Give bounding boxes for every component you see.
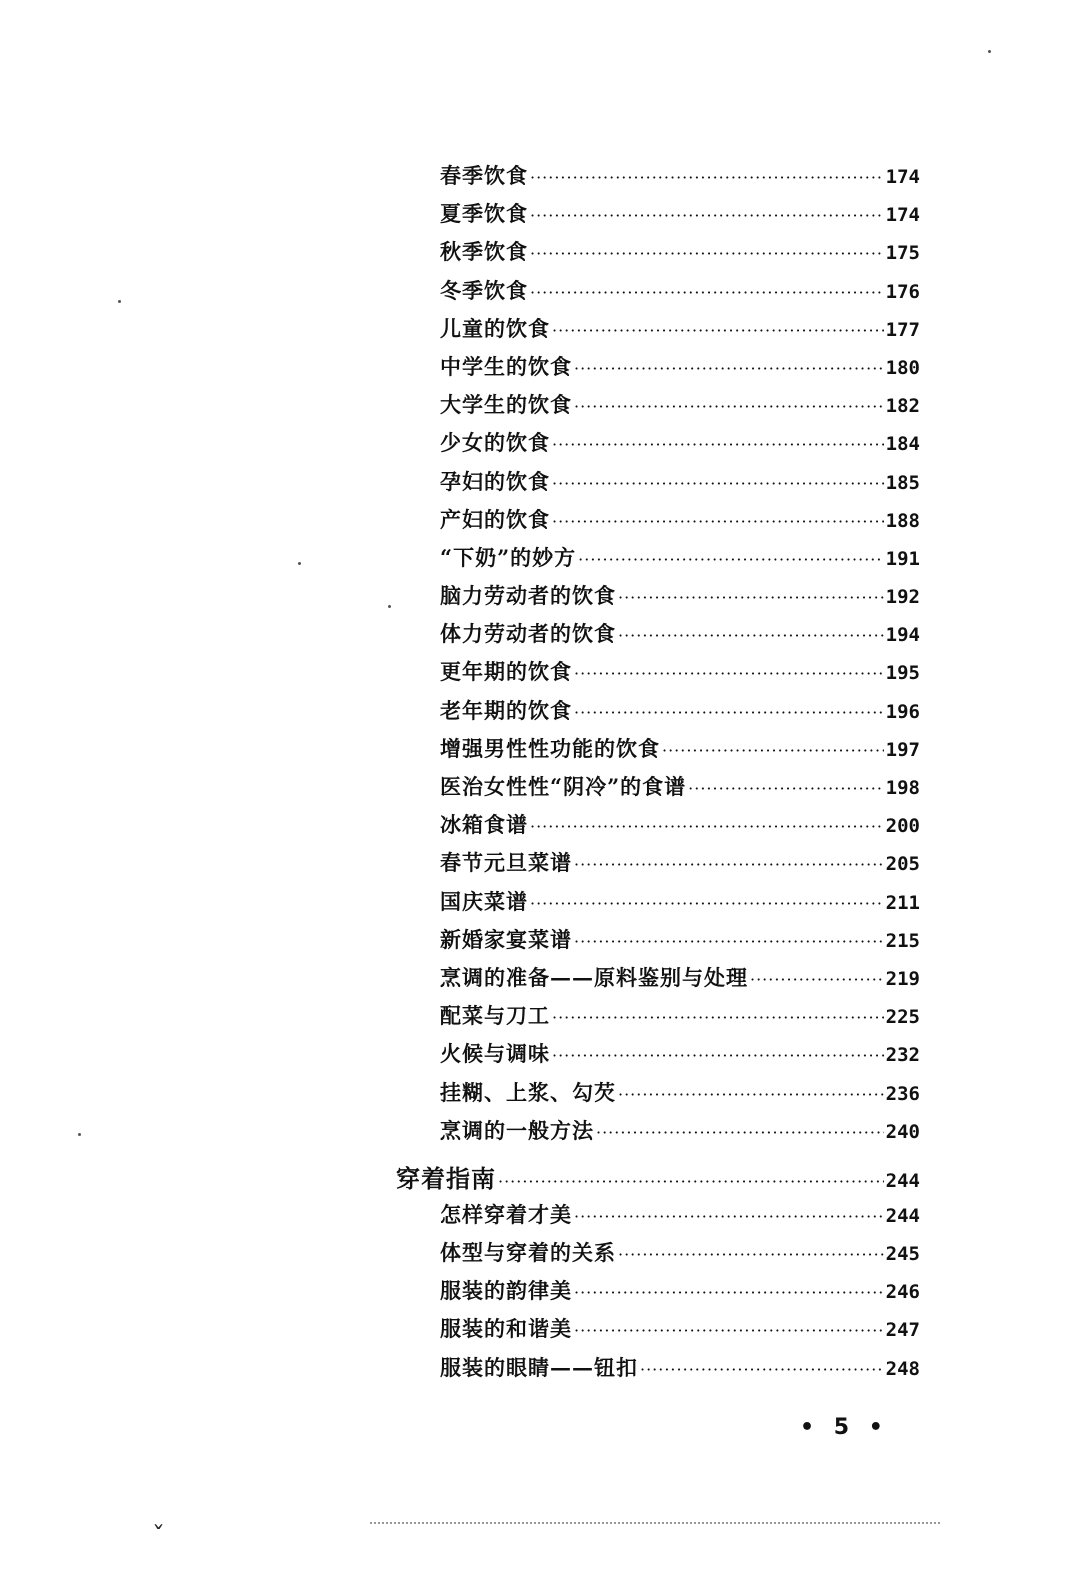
toc-entry[interactable] xyxy=(440,1352,920,1390)
section-title: 穿着指南 xyxy=(396,1163,496,1193)
leader-dots xyxy=(574,932,884,951)
scan-speck xyxy=(78,1133,81,1136)
leader-dots xyxy=(662,741,884,760)
scan-speck xyxy=(118,300,121,303)
toc-entry-page: 188 xyxy=(885,509,920,532)
toc-entry[interactable] xyxy=(440,198,920,236)
toc-entry-title: 国庆菜谱 xyxy=(440,888,528,914)
toc-entry[interactable] xyxy=(440,656,920,694)
toc-entry[interactable] xyxy=(440,618,920,656)
toc-entry[interactable] xyxy=(440,924,920,962)
toc-entry-page: 196 xyxy=(885,700,920,723)
toc-entry-page: 245 xyxy=(885,1243,920,1266)
scan-corner-mark: ˇ xyxy=(152,1522,165,1552)
toc-entry-title: 医治女性性“阴冷”的食谱 xyxy=(440,774,687,799)
toc-entry-page: 200 xyxy=(885,815,920,838)
toc-entry-page: 184 xyxy=(885,433,920,456)
toc-entry-title: 火候与调味 xyxy=(440,1041,550,1067)
scan-artifact-line xyxy=(370,1522,940,1524)
leader-dots xyxy=(552,435,884,454)
toc-entry[interactable] xyxy=(440,542,920,580)
toc-entry[interactable] xyxy=(440,1000,920,1038)
toc-entry-title: “下奶”的妙方 xyxy=(440,544,577,570)
toc-entry[interactable] xyxy=(440,1199,920,1237)
leader-dots xyxy=(574,359,884,378)
toc-entry-title: 冬季饮食 xyxy=(440,277,528,303)
toc-entry-title: 更年期的饮食 xyxy=(440,659,572,685)
toc-entry-page: 197 xyxy=(885,738,920,761)
scan-speck xyxy=(298,562,301,565)
leader-dots xyxy=(530,168,884,187)
toc-entry-title: 挂糊、上浆、勾芡 xyxy=(440,1079,616,1105)
toc-entry[interactable] xyxy=(440,236,920,274)
toc-entry-title: 烹调的一般方法 xyxy=(440,1117,594,1143)
toc-section-heading[interactable] xyxy=(396,1159,920,1199)
leader-dots xyxy=(688,779,884,798)
toc-entry[interactable] xyxy=(440,1115,920,1153)
toc-entry-page: 176 xyxy=(885,280,920,303)
toc-entry-page: 248 xyxy=(885,1357,920,1380)
leader-dots xyxy=(574,397,884,416)
toc-entry[interactable] xyxy=(440,962,920,1000)
toc-entry-title: 烹调的准备——原料鉴别与处理 xyxy=(440,964,748,990)
toc-entry[interactable] xyxy=(440,771,920,809)
toc-entry-page: 236 xyxy=(885,1082,920,1105)
toc-entry-page: 195 xyxy=(885,662,920,685)
toc-entry-page: 219 xyxy=(885,967,920,990)
toc-entry-title: 大学生的饮食 xyxy=(440,392,572,418)
leader-dots xyxy=(618,588,884,607)
leader-dots xyxy=(574,1207,884,1226)
toc-entry-title: 秋季饮食 xyxy=(440,239,528,265)
section-page: 244 xyxy=(885,1169,920,1192)
toc-entry[interactable] xyxy=(440,160,920,198)
leader-dots xyxy=(750,970,884,989)
leader-dots xyxy=(596,1123,884,1142)
leader-dots xyxy=(552,1008,884,1027)
toc-entry[interactable] xyxy=(440,427,920,465)
toc-entry-page: 194 xyxy=(885,624,920,647)
toc-entry[interactable] xyxy=(440,351,920,389)
leader-dots xyxy=(574,1283,884,1302)
toc-entry-page: 247 xyxy=(885,1319,920,1342)
toc-entry[interactable] xyxy=(440,580,920,618)
leader-dots xyxy=(574,664,884,683)
toc-entry-page: 198 xyxy=(885,777,920,799)
leader-dots xyxy=(618,1085,884,1104)
leader-dots xyxy=(530,206,884,225)
leader-dots xyxy=(498,1172,884,1191)
toc-entry-list xyxy=(440,160,920,1153)
toc-entry[interactable] xyxy=(440,847,920,885)
toc-entry-page: 205 xyxy=(885,853,920,876)
toc-entry-title: 孕妇的饮食 xyxy=(440,468,550,494)
toc-entry-title: 老年期的饮食 xyxy=(440,697,572,723)
toc-entry-title: 服装的眼睛——钮扣 xyxy=(440,1354,638,1380)
toc-entry-title: 怎样穿着才美 xyxy=(440,1201,572,1227)
leader-dots xyxy=(530,817,884,836)
toc-entry[interactable] xyxy=(440,504,920,542)
toc-entry[interactable] xyxy=(440,809,920,847)
toc-entry-title: 配菜与刀工 xyxy=(440,1003,550,1029)
toc-entry[interactable] xyxy=(440,1038,920,1076)
toc-entry-page: 192 xyxy=(885,586,920,609)
toc-entry-title: 少女的饮食 xyxy=(440,430,550,456)
leader-dots xyxy=(552,474,884,493)
toc-entry[interactable] xyxy=(440,466,920,504)
toc-entry-page: 191 xyxy=(885,547,920,570)
leader-dots xyxy=(618,626,884,645)
toc-entry-title: 春季饮食 xyxy=(440,163,528,188)
toc-entry-page: 185 xyxy=(885,471,920,494)
toc-entry-title: 体力劳动者的饮食 xyxy=(440,621,616,647)
toc-entry-title: 春节元旦菜谱 xyxy=(440,850,572,876)
leader-dots xyxy=(552,1046,884,1065)
leader-dots xyxy=(574,1321,884,1340)
toc-entry-title: 脑力劳动者的饮食 xyxy=(440,583,616,609)
toc-entry-page: 225 xyxy=(885,1006,920,1029)
scan-speck xyxy=(388,605,391,608)
toc-entry-title: 儿童的饮食 xyxy=(440,315,550,341)
toc-entry-page: 180 xyxy=(885,356,920,379)
toc-entry-page: 174 xyxy=(885,166,920,188)
toc-entry-title: 夏季饮食 xyxy=(440,201,528,227)
toc-entry-page: 182 xyxy=(885,395,920,418)
toc-entry-page: 232 xyxy=(885,1044,920,1067)
toc-entry[interactable] xyxy=(440,275,920,313)
toc-entry-page: 244 xyxy=(885,1204,920,1227)
toc-entry[interactable] xyxy=(440,886,920,924)
toc-entry-page: 175 xyxy=(885,242,920,265)
toc-entry[interactable] xyxy=(440,695,920,733)
leader-dots xyxy=(530,283,884,302)
leader-dots xyxy=(640,1360,884,1379)
leader-dots xyxy=(530,894,884,913)
leader-dots xyxy=(530,244,884,263)
toc-entry-title: 中学生的饮食 xyxy=(440,353,572,379)
toc-entry-title: 体型与穿着的关系 xyxy=(440,1240,616,1266)
toc-entry-page: 174 xyxy=(885,204,920,227)
toc-entry[interactable] xyxy=(440,1313,920,1351)
toc-entry-page: 211 xyxy=(885,891,920,914)
leader-dots xyxy=(574,703,884,722)
toc-entry[interactable] xyxy=(440,1237,920,1275)
toc-entry-title: 冰箱食谱 xyxy=(440,812,528,838)
section-entry-list xyxy=(440,1199,920,1390)
toc-entry-title: 产妇的饮食 xyxy=(440,506,550,532)
toc-entry[interactable] xyxy=(440,733,920,771)
toc-entry-title: 增强男性性功能的饮食 xyxy=(440,735,660,761)
toc-entry[interactable] xyxy=(440,389,920,427)
page-number: • 5 • xyxy=(800,1415,889,1440)
toc-entry-page: 177 xyxy=(885,318,920,341)
leader-dots xyxy=(578,550,884,569)
scan-speck xyxy=(988,50,991,53)
leader-dots xyxy=(574,855,884,874)
leader-dots xyxy=(552,512,884,531)
leader-dots xyxy=(618,1245,884,1264)
toc-entry-title: 服装的韵律美 xyxy=(440,1278,572,1304)
toc-entry-title: 新婚家宴菜谱 xyxy=(440,926,572,952)
toc-entry-page: 246 xyxy=(885,1281,920,1304)
toc-entry-page: 215 xyxy=(885,929,920,952)
leader-dots xyxy=(552,321,884,340)
toc-entry[interactable] xyxy=(440,1275,920,1313)
toc-entry[interactable] xyxy=(440,1077,920,1115)
toc-entry-page: 240 xyxy=(885,1120,920,1143)
toc-entry-title: 服装的和谐美 xyxy=(440,1316,572,1342)
toc-entry[interactable] xyxy=(440,313,920,351)
table-of-contents xyxy=(396,160,920,1390)
